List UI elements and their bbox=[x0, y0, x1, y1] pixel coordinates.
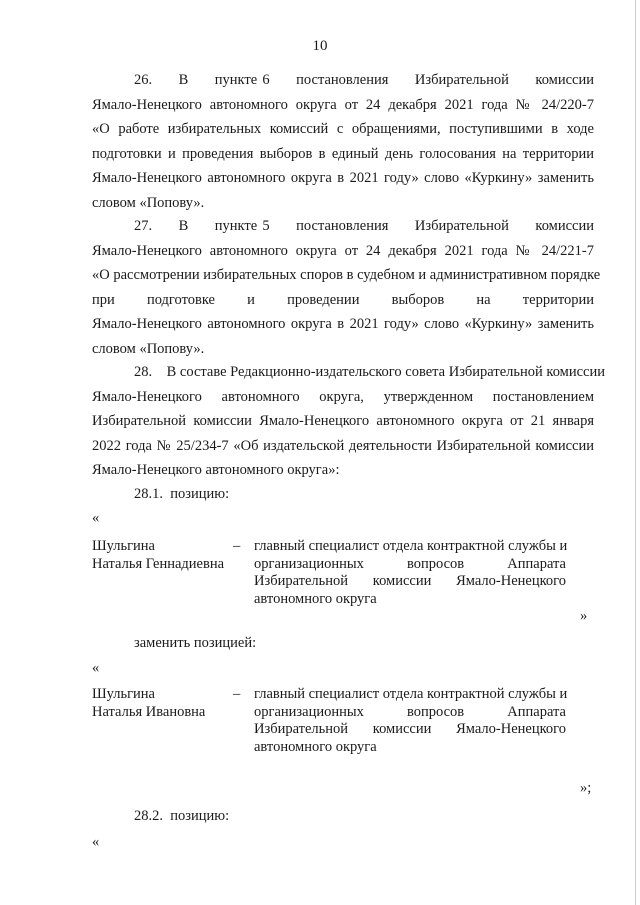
paragraph-line: 27. В пункте 5 постановления Избирательной комиссии bbox=[134, 218, 594, 234]
subitem-28-1-label: 28.1. позицию: bbox=[134, 486, 230, 502]
role-line: Избирательной комиссии Ямало-Ненецкого bbox=[254, 573, 566, 589]
paragraph-line: Ямало-Ненецкого автономного округа от 24 декабря 2021 года № 24/220-7 bbox=[92, 96, 594, 113]
close-quote: » bbox=[580, 608, 588, 624]
page-number: 10 bbox=[312, 38, 328, 54]
paragraph-line: Ямало-Ненецкого автономного округа в 2021 году» слово «Куркину» заменить bbox=[92, 170, 594, 186]
replace-label: заменить позицией: bbox=[134, 635, 257, 651]
open-quote-3: « bbox=[92, 834, 100, 850]
paragraph-28 bbox=[92, 360, 605, 483]
new-position-role bbox=[254, 686, 566, 756]
old-person-name bbox=[92, 538, 224, 573]
paragraph-26 bbox=[92, 68, 594, 215]
paragraph-line: «О рассмотрении избирательных споров в судебном и административном порядке bbox=[92, 267, 601, 283]
paragraph-line: Ямало-Ненецкого автономного округа в 2021 году» слово «Куркину» заменить bbox=[92, 316, 594, 332]
role-line: автономного округа bbox=[254, 738, 377, 755]
old-position-dash: – bbox=[233, 538, 241, 554]
paragraph-line: Избирательной комиссии Ямало-Ненецкого автономного округа от 21 января bbox=[92, 413, 594, 429]
paragraph-line: Ямало-Ненецкого автономного округа»: bbox=[92, 462, 340, 478]
new-person-name bbox=[92, 686, 205, 721]
role-line: автономного округа bbox=[254, 590, 377, 607]
paragraph-line: 2022 года № 25/234-7 «Об издательской деятельности Избирательной комиссии bbox=[92, 437, 594, 454]
paragraph-line: Ямало-Ненецкого автономного округа от 24 декабря 2021 года № 24/221-7 bbox=[92, 242, 594, 259]
role-line: организационных вопросов Аппарата bbox=[254, 703, 566, 720]
new-person-given-name: Наталья Ивановна bbox=[92, 703, 206, 720]
paragraph-line: словом «Попову». bbox=[92, 194, 205, 211]
paragraph-line: подготовки и проведения выборов в единый день голосования на территории bbox=[92, 145, 594, 162]
paragraph-line: Ямало-Ненецкого автономного округа, утвержденном постановлением bbox=[92, 388, 594, 405]
new-person-surname: Шульгина bbox=[92, 686, 155, 702]
old-person-given-name: Наталья Геннадиевна bbox=[92, 555, 225, 572]
paragraph-line: «О работе избирательных комиссий с обращениями, поступившими в ходе bbox=[92, 121, 594, 137]
page-edge bbox=[635, 0, 636, 905]
old-person-surname: Шульгина bbox=[92, 538, 155, 554]
open-quote: « bbox=[92, 510, 100, 526]
role-line: главный специалист отдела контрактной службы и bbox=[254, 686, 568, 702]
subitem-28-2-label: 28.2. позицию: bbox=[134, 808, 230, 824]
paragraph-line: словом «Попову». bbox=[92, 340, 205, 357]
role-line: главный специалист отдела контрактной службы и bbox=[254, 538, 568, 554]
old-position-role bbox=[254, 538, 566, 608]
paragraph-line: при подготовке и проведении выборов на территории bbox=[92, 291, 594, 308]
paragraph-27 bbox=[92, 214, 601, 361]
role-line: Избирательной комиссии Ямало-Ненецкого bbox=[254, 721, 566, 737]
open-quote-2: « bbox=[92, 660, 100, 676]
paragraph-line: 26. В пункте 6 постановления Избирательной комиссии bbox=[134, 72, 594, 88]
new-position-dash: – bbox=[233, 686, 241, 702]
paragraph-line: 28. В составе Редакционно-издательского совета Избирательной комиссии bbox=[134, 364, 605, 380]
role-line: организационных вопросов Аппарата bbox=[254, 555, 566, 572]
close-quote-2: »; bbox=[580, 780, 592, 796]
